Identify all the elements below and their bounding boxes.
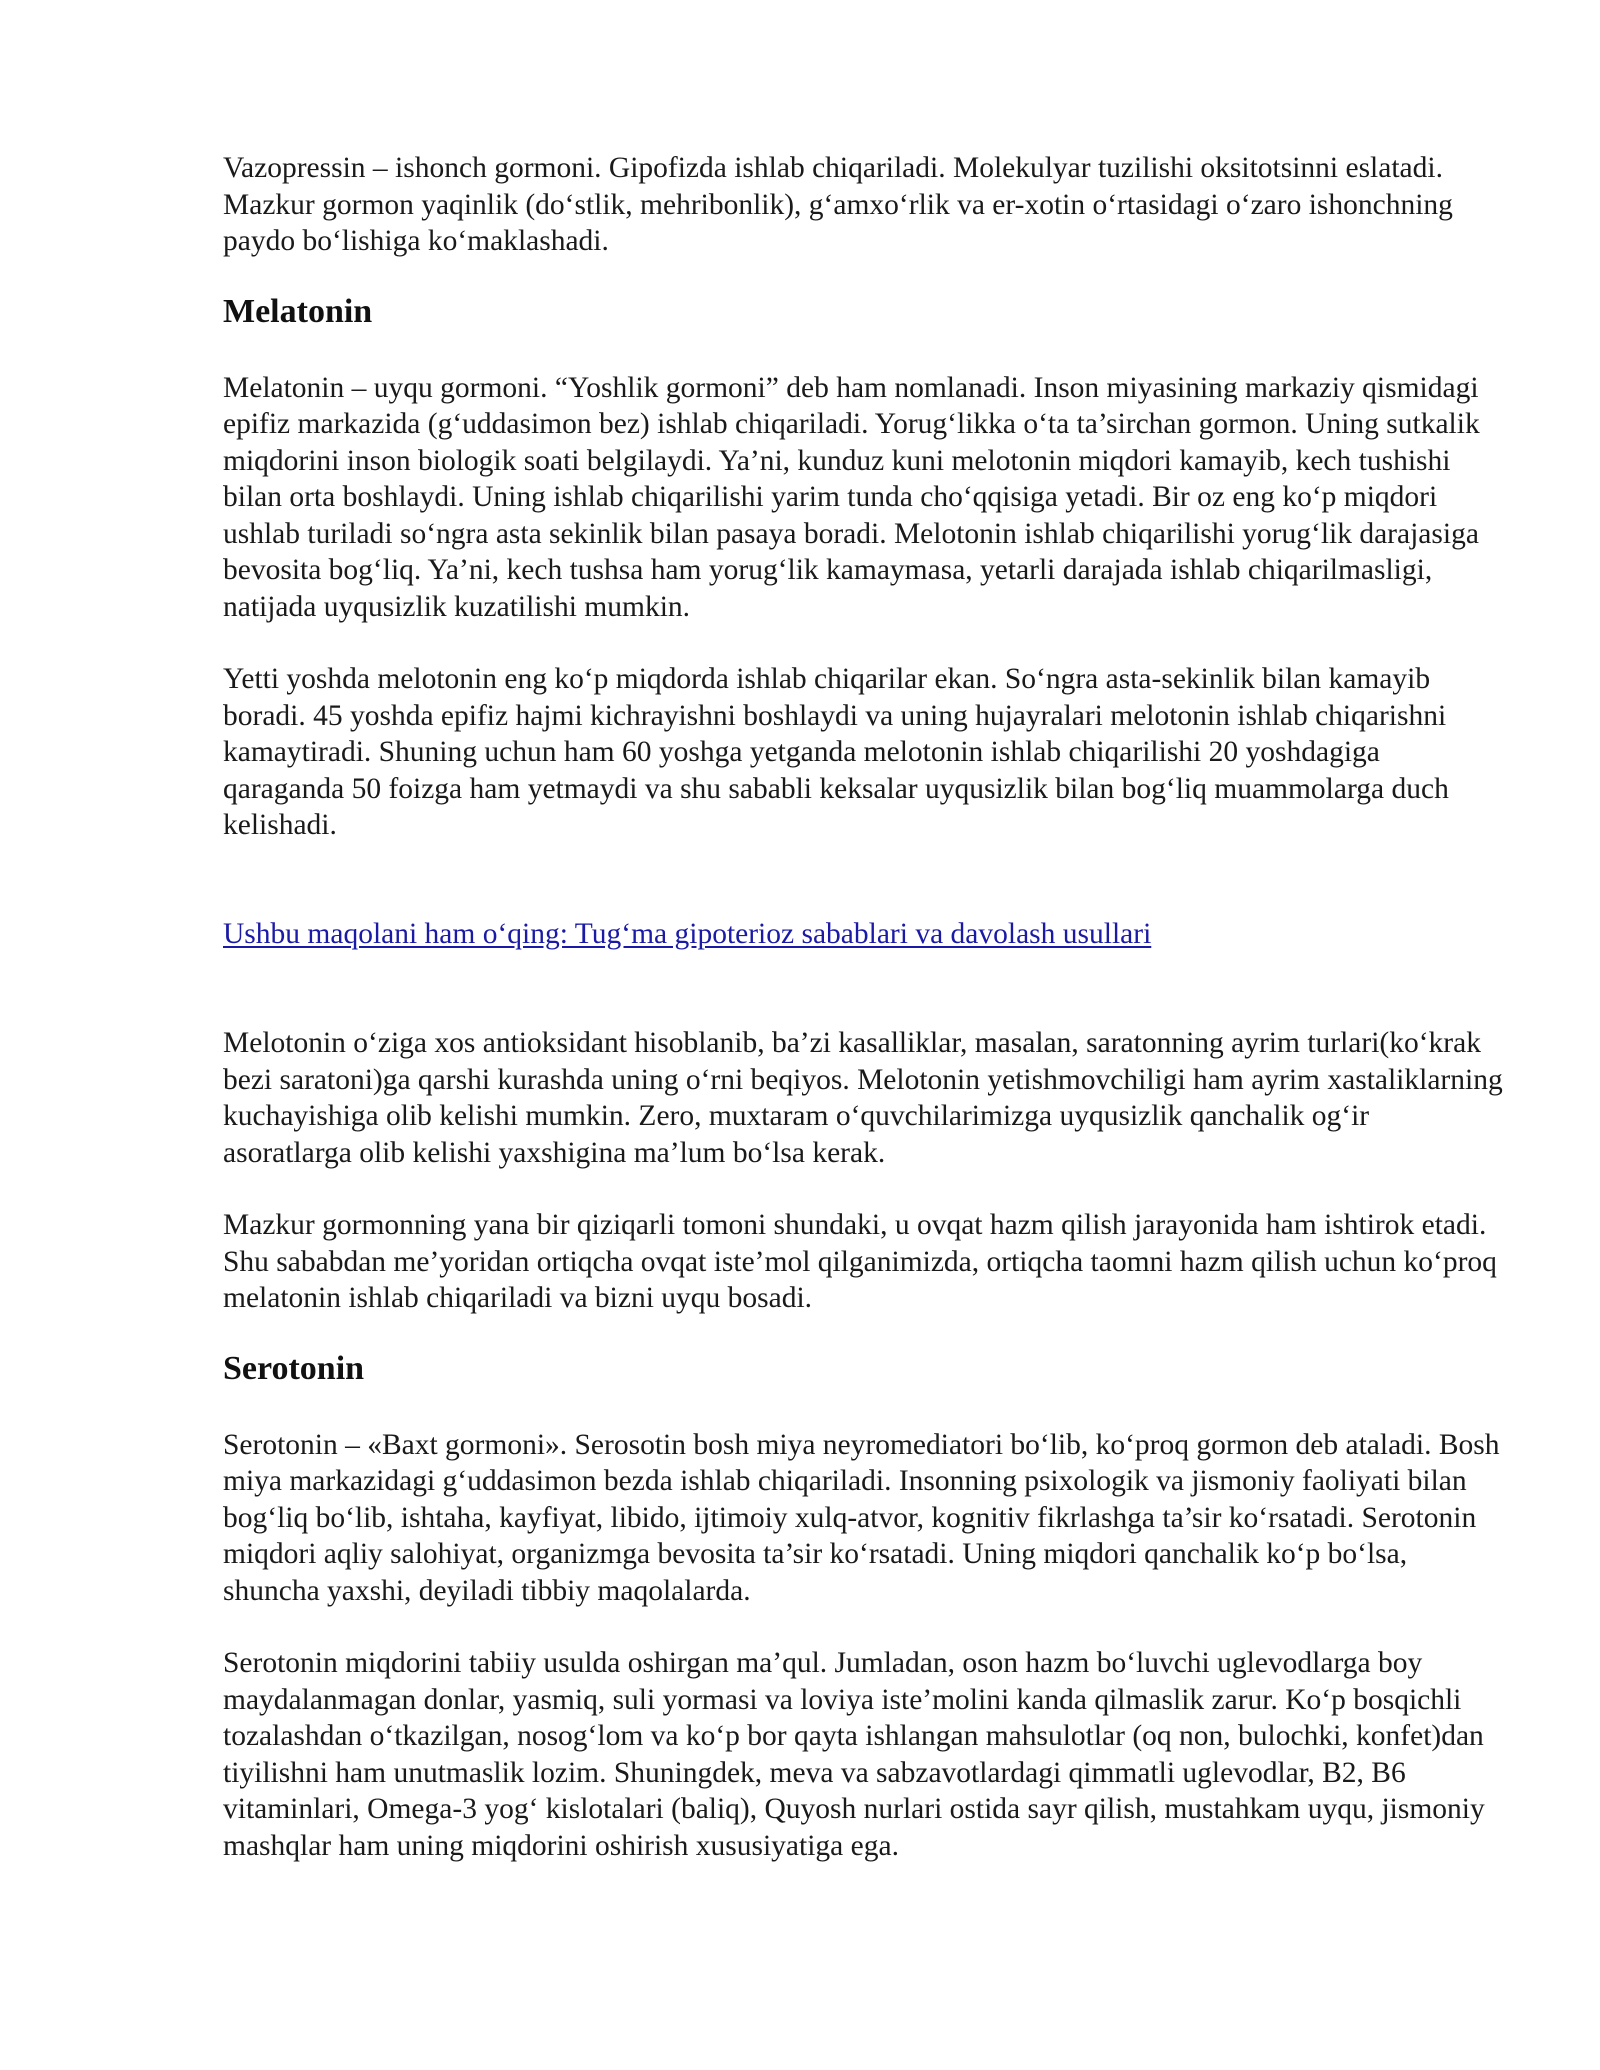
melatonin-paragraph-3: Melotonin o‘ziga xos antioksidant hisoblanib, ba’zi kasalliklar, masalan, saratonning ayrim turlari(ko‘krak bezi saratoni)ga qarshi kurashda uning o‘rni beqiyos. Melotonin yetishmovchiligi ham ayrim xastaliklarning kuchayishiga olib kelishi mumkin. Zero, muxtaram o‘quvchilarimizga uyqusizlik qanchalik og‘ir asoratlarga olib kelishi yaxshigina ma’lum bo‘lsa kerak. [223,1027,1503,1169]
serotonin-heading: Serotonin [223,1349,365,1387]
vasopressin-paragraph: Vazopressin – ishonch gormoni. Gipofizda ishlab chiqariladi. Molekulyar tuzilishi oksitotsinni eslatadi. Mazkur gormon yaqinlik (do‘stlik, mehribonlik), g‘amxo‘rlik va er-xotin o‘rtasidagi o‘zaro ishonchning paydo bo‘lishiga ko‘maklashadi. [223,152,1453,257]
document-body [223,150,1503,1864]
melatonin-paragraph-4: Mazkur gormonning yana bir qiziqarli tomoni shundaki, u ovqat hazm qilish jarayonida ham ishtirok etadi. Shu sababdan me’yoridan ortiqcha ovqat iste’mol qilganimizda, ortiqcha taomni hazm qilish uchun ko‘proq melatonin ishlab chiqariladi va bizni uyqu bosadi. [223,1209,1497,1314]
related-article-row [223,916,1503,953]
serotonin-paragraph-1: Serotonin – «Baxt gormoni». Serosotin bosh miya neyromediatori bo‘lib, ko‘proq gormon deb ataladi. Bosh miya markazidagi g‘uddasimon bezda ishlab chiqariladi. Insonning psixologik va jismoniy faoliyati bilan bog‘liq bo‘lib, ishtaha, kayfiyat, libido, ijtimoiy xulq-atvor, kognitiv fikrlashga ta’sir ko‘rsatadi. Serotonin miqdori aqliy salohiyat, organizmga bevosita ta’sir ko‘rsatadi. Uning miqdori qanchalik ko‘p bo‘lsa, shuncha yaxshi, deyiladi tibbiy maqolalarda. [223,1428,1500,1607]
related-article-link[interactable]: Ushbu maqolani ham o‘qing: Tug‘ma gipoterioz sabablari va davolash usullari [223,917,1152,950]
melatonin-paragraph-1: Melatonin – uyqu gormoni. “Yoshlik gormoni” deb ham nomlanadi. Inson miyasining markaziy qismidagi epifiz markazida (g‘uddasimon bez) ishlab chiqariladi. Yorug‘likka o‘ta ta’sirchan gormon. Uning sutkalik miqdorini inson biologik soati belgilaydi. Ya’ni, kunduz kuni melotonin miqdori kamayib, kech tushishi bilan orta boshlaydi. Uning ishlab chiqarilishi yarim tunda cho‘qqisiga yetadi. Bir oz eng ko‘p miqdori ushlab turiladi so‘ngra asta sekinlik bilan pasaya boradi. Melotonin ishlab chiqarilishi yorug‘lik darajasiga bevosita bog‘liq. Ya’ni, kech tushsa ham yorug‘lik kamaymasa, yetarli darajada ishlab chiqarilmasligi, natijada uyqusizlik kuzatilishi mumkin. [223,371,1480,623]
melatonin-heading: Melatonin [223,292,373,330]
serotonin-paragraph-2: Serotonin miqdorini tabiiy usulda oshirgan ma’qul. Jumladan, oson hazm bo‘luvchi uglevodlarga boy maydalanmagan donlar, yasmiq, suli yormasi va loviya iste’molini kanda qilmaslik zarur. Ko‘p bosqichli tozalashdan o‘tkazilgan, nosog‘lom va ko‘p bor qayta ishlangan mahsulotlar (oq non, bulochki, konfet)dan tiyilishni ham unutmaslik lozim. Shuningdek, meva va sabzavotlardagi qimmatli uglevodlar, B2, B6 vitaminlari, Omega-3 yog‘ kislotalari (baliq), Quyosh nurlari ostida sayr qilish, mustahkam uyqu, jismoniy mashqlar ham uning miqdorini oshirish xususiyatiga ega. [223,1647,1485,1862]
melatonin-paragraph-2: Yetti yoshda melotonin eng ko‘p miqdorda ishlab chiqarilar ekan. So‘ngra asta-sekinlik bilan kamayib boradi. 45 yoshda epifiz hajmi kichrayishni boshlaydi va uning hujayralari melotonin ishlab chiqarishni kamaytiradi. Shuning uchun ham 60 yoshga yetganda melotonin ishlab chiqarilishi 20 yoshdagiga qaraganda 50 foizga ham yetmaydi va shu sababli keksalar uyqusizlik bilan bog‘liq muammolarga duch kelishadi. [223,663,1449,841]
